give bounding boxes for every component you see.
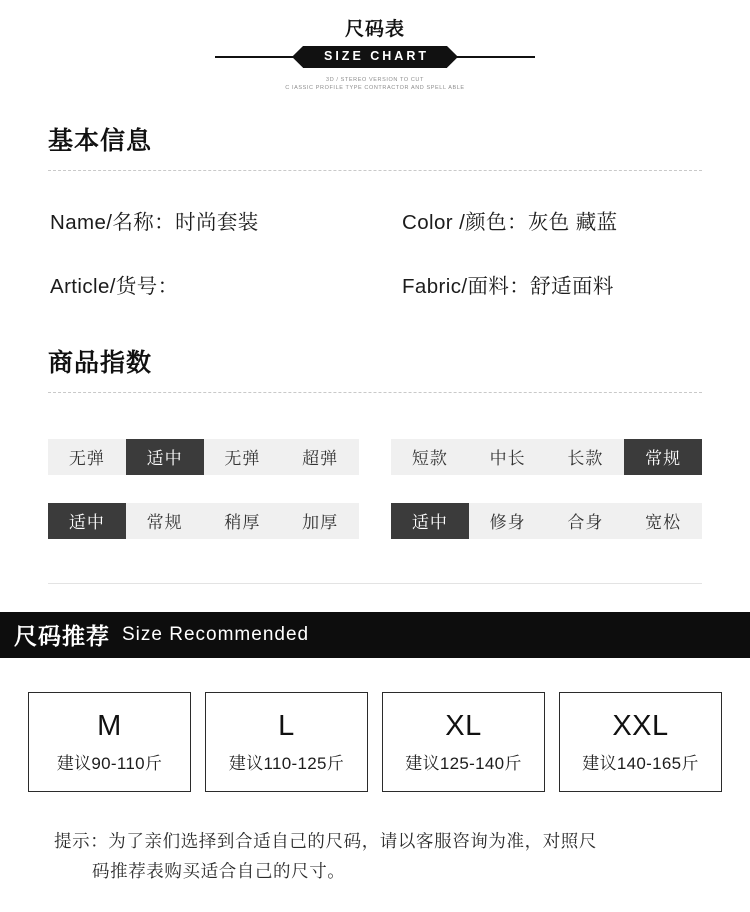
- tag-elasticity-2[interactable]: 无弹: [204, 439, 282, 475]
- size-label-xxl: XXL: [612, 709, 669, 742]
- size-box-m[interactable]: [28, 692, 191, 792]
- basic-info-title: 基本信息: [48, 126, 153, 155]
- tag-fit-0[interactable]: 适中: [391, 503, 469, 539]
- info-fabric: Fabric/面料：舒适面料: [402, 274, 614, 298]
- page-title: 尺码表: [344, 19, 405, 40]
- tag-elasticity-1[interactable]: 适中: [126, 439, 204, 475]
- info-name: Name/名称：时尚套装: [50, 210, 259, 234]
- size-tip: [54, 826, 696, 887]
- size-label-l: L: [278, 709, 295, 742]
- size-tip-line-1: 提示：为了亲们选择到合适自己的尺码，请以客服咨询为准，对照尺: [54, 830, 597, 851]
- ribbon-line-left: [215, 56, 303, 58]
- tag-fit-1[interactable]: 修身: [469, 503, 547, 539]
- tag-length-1[interactable]: 中长: [469, 439, 547, 475]
- size-box-list: [28, 692, 722, 792]
- tag-thickness-2[interactable]: 稍厚: [204, 503, 282, 539]
- header-subtitle-2: C IASSIC PROFILE TYPE CONTRACTOR AND SPELL ABLE: [285, 84, 465, 91]
- tag-fit-2[interactable]: 合身: [547, 503, 625, 539]
- elasticity-row: [48, 439, 359, 475]
- product-index-tags: [48, 439, 702, 539]
- tag-thickness-1[interactable]: 常规: [126, 503, 204, 539]
- size-recommend-bar: [0, 612, 750, 658]
- size-box-xxl[interactable]: [559, 692, 722, 792]
- product-index-section: [48, 343, 702, 539]
- ribbon-label: SIZE CHART: [303, 46, 447, 68]
- tag-thickness-3[interactable]: 加厚: [281, 503, 359, 539]
- tag-length-0[interactable]: 短款: [391, 439, 469, 475]
- basic-info-section: [48, 121, 702, 299]
- size-section-divider: [48, 583, 702, 584]
- basic-info-grid: [48, 205, 702, 299]
- size-range-xxl: 建议140-165斤: [582, 753, 699, 773]
- tag-length-2[interactable]: 长款: [547, 439, 625, 475]
- size-box-l[interactable]: [205, 692, 368, 792]
- thickness-row: [48, 503, 359, 539]
- tag-thickness-0[interactable]: 适中: [48, 503, 126, 539]
- header: [0, 0, 750, 91]
- size-tip-line-2: 码推荐表购买适合自己的尺寸。: [92, 861, 346, 882]
- ribbon-line-right: [447, 56, 535, 58]
- size-recommend-title-en: Size Recommended: [122, 623, 310, 645]
- size-range-l: 建议110-125斤: [228, 753, 345, 773]
- basic-info-divider: [48, 170, 702, 171]
- size-box-xl[interactable]: [382, 692, 545, 792]
- info-color: Color /颜色：灰色 藏蓝: [402, 210, 618, 234]
- tag-elasticity-3[interactable]: 超弹: [281, 439, 359, 475]
- size-recommend-title-cn: 尺码推荐: [14, 623, 110, 650]
- product-index-title: 商品指数: [48, 348, 153, 377]
- info-article: Article/货号：: [50, 274, 179, 298]
- header-subtitle-1: 3D / STEREO VERSION TO CUT: [326, 76, 424, 83]
- fit-row: [391, 503, 702, 539]
- size-label-xl: XL: [445, 709, 482, 742]
- ribbon-banner: [0, 46, 750, 68]
- size-label-m: M: [97, 709, 122, 742]
- tag-fit-3[interactable]: 宽松: [624, 503, 702, 539]
- tag-length-3[interactable]: 常规: [624, 439, 702, 475]
- product-index-divider: [48, 392, 702, 393]
- size-range-xl: 建议125-140斤: [405, 753, 522, 773]
- size-range-m: 建议90-110斤: [56, 753, 163, 773]
- tag-elasticity-0[interactable]: 无弹: [48, 439, 126, 475]
- length-row: [391, 439, 702, 475]
